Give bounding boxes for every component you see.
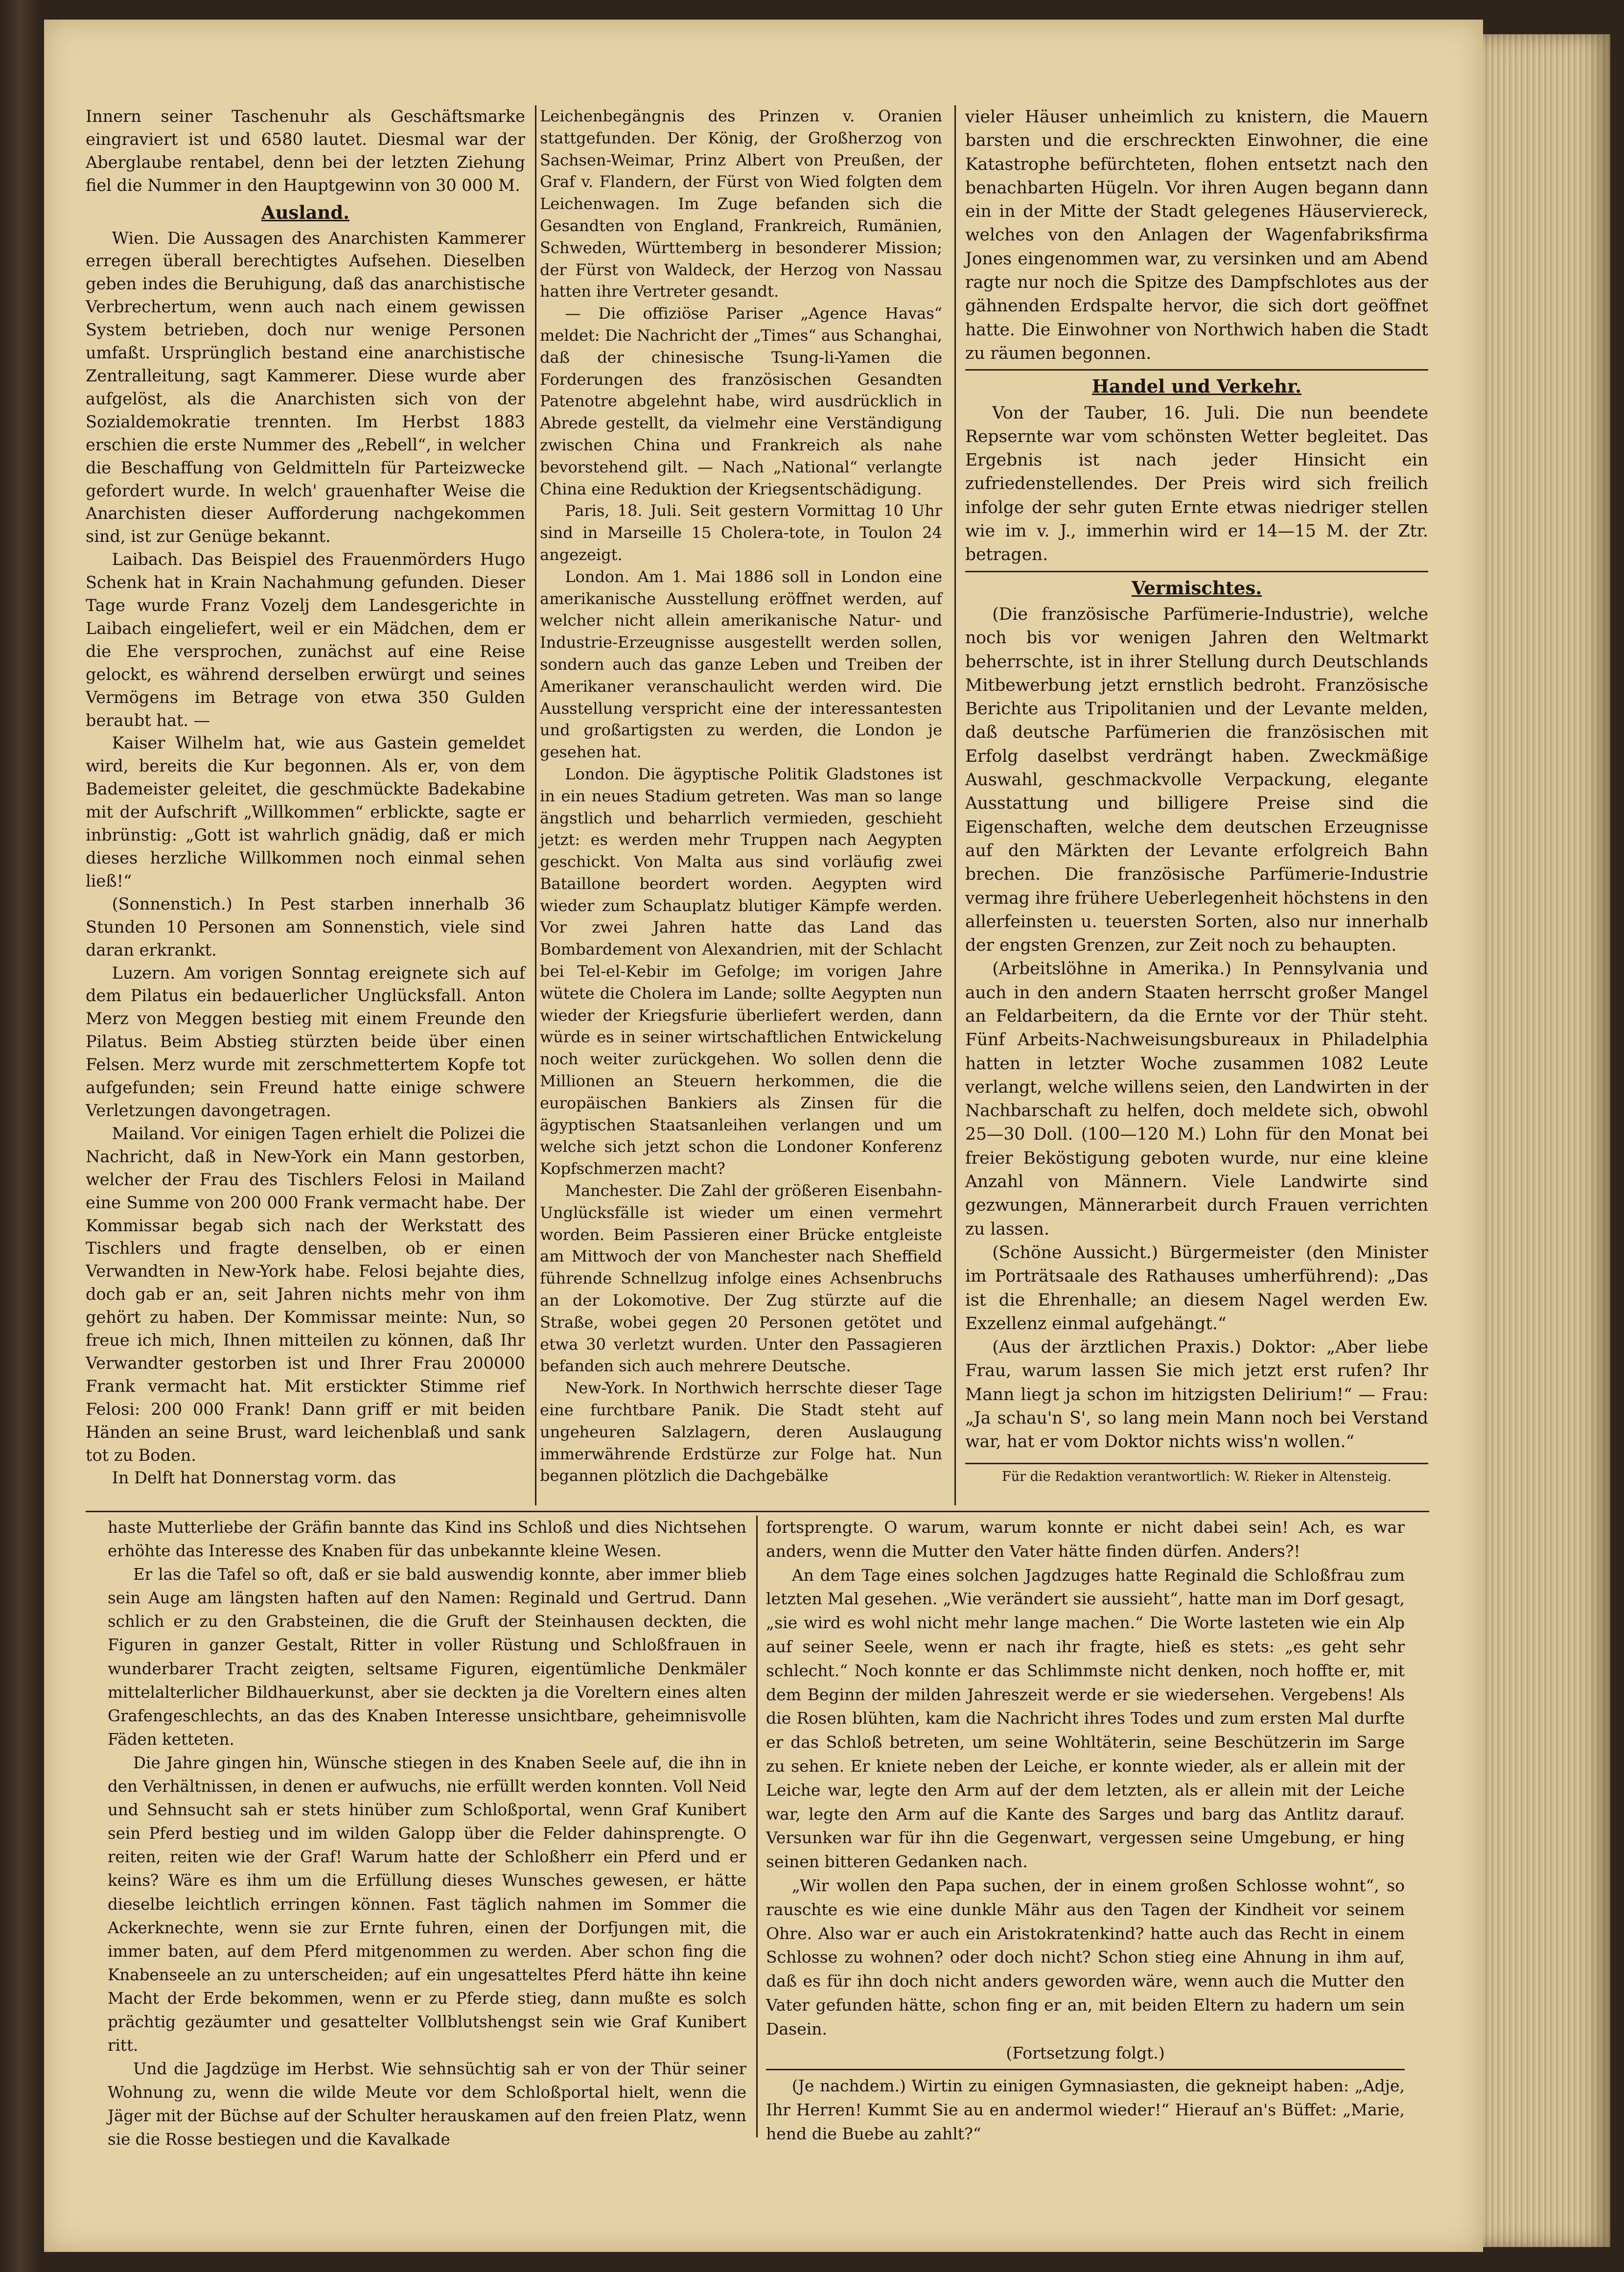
article-paragraph: New-York. In Northwich herrschte dieser Tage eine furchtbare Panik. Die Stadt steht auf ungeheuren Salzlagern, deren Auslaugung immerwährende Erdstürze zur Folge hat. Nun begannen plötzlich die Dachgebälke — [540, 1379, 942, 1485]
story-paragraph: Die Jahre gingen hin, Wünsche stiegen in des Knaben Seele auf, die ihn in den Verhältnissen, in denen er aufwuchs, nie erfüllt werden konnten. Voll Neid und Sehnsucht sah er stets hinüber zum Schloßportal, wenn Graf Kunibert sein Pferd bestieg und im wilden Galopp über die Felder dahinsprengte. O reiten, reiten wie der Graf! Warum hatte der Schloßherr ein Pferd und er keins? Wäre es ihm um die Erfüllung dieses Wunsches gewesen, er hätte dieselbe leichtlich erringen können. Fast täglich nahmen im Sommer die Ackerknechte, wenn sie zur Ernte fuhren, einen der Dorfjungen mit, die immer baten, auf dem Pferd mitgenommen zu werden. Aber schon fing die Knabenseele an zu unterscheiden; auf ein ungesatteltes Pferd hätte ihn keine Macht der Erde bekommen, wenn er zu Pferde stieg, dann mußte es solch prächtig gezäumter und gesattelter Vollblutshengst sein wie Graf Kunibert ritt. — [108, 1753, 746, 2055]
article-paragraph: Leichenbegängnis des Prinzen v. Oranien stattgefunden. Der König, der Großherzog von Sachsen-Weimar, Prinz Albert von Preußen, der Graf v. Flandern, der Fürst von Wied folgten dem Leichenwagen. Im Zuge befanden sich die Gesandten von England, Frankreich, Rumänien, Schweden, Württemberg in besonderer Mission; der Fürst von Waldeck, der Herzog von Nassau hatten ihre Vertreter gesandt. — [540, 107, 942, 301]
column-3 — [965, 105, 1428, 1486]
anecdote-rule — [766, 2069, 1405, 2070]
column-rule — [756, 1516, 758, 2137]
story-paragraph: An dem Tage eines solchen Jagdzuges hatte Reginald die Schloßfrau zum letzten Mal gesehen. „Wie verändert sie aussieht“, hatte man im Dorf gesagt, „sie wird es wohl nicht mehr lange machen.“ Die Worte lasteten wie ein Alp auf seiner Seele, wenn er nach ihr fragte, hieß es stets: „es geht sehr schlecht.“ Noch konnte er das Schlimmste nicht denken, noch hoffte er, mit dem Beginn der milden Jahreszeit werde er sie wiedersehen. Vergebens! Als die Rosen blühten, kam die Nachricht ihres Todes und zum ersten Mal durfte er das Schloß betreten, um seine Wohltäterin, seine Beschützerin im Sarge zu sehen. Er kniete neben der Leiche, er konnte wieder, als er allein mit der Leiche war, legte den Arm auf der dem letzten, als er allein mit der Leiche war, legte den Arm auf die Kante des Sarges und barg das Antlitz darauf. Versunken war für ihn die Gegenwart, vergessen seine Umgebung, er hing seinen bitteren Gedanken nach. — [766, 1565, 1405, 1872]
anecdote-paragraph: (Je nachdem.) Wirtin zu einigen Gymnasiasten, die gekneipt haben: „Adje, Ihr Herren! Kummt Sie au en andermol wieder!“ Hierauf an's Büffet: „Marie, hend die Buebe au zahlt?“ — [766, 2076, 1405, 2143]
article-paragraph: Luzern. Am vorigen Sonntag ereignete sich auf dem Pilatus ein bedauerlicher Unglücksfall. Anton Merz von Meggen bestieg mit einem Freunde den Pilatus. Beim Abstieg stürzten beide über einen Felsen. Merz wurde mit zerschmettertem Kopfe tot aufgefunden; sein Freund hatte einige schwere Verletzungen davongetragen. — [86, 963, 525, 1120]
article-paragraph: Von der Tauber, 16. Juli. Die nun beendete Repsernte war vom schönsten Wetter begleitet. Das Ergebnis ist nach jeder Hinsicht ein zufriedenstellendes. Der Preis wird sich freilich infolge der sehr guten Ernte etwas niedriger stellen wie im v. J., immerhin wird er 14—15 M. der Ztr. betragen. — [965, 403, 1428, 565]
feuilleton-column-1 — [108, 1516, 746, 2152]
article-paragraph: (Arbeitslöhne in Amerika.) In Pennsylvania und auch in den andern Staaten herrscht großer Mangel an Feldarbeitern, da die Ernte vor der Thür steht. Fünf Arbeits-Nachweisungsbureaux in Philadelphia hatten in letzter Woche zusammen 1082 Leute verlangt, welche willens seien, den Landwirten in der Nachbarschaft zu helfen, doch meldete sich, obwohl 25—30 Doll. (100—120 M.) Lohn für den Monat bei freier Beköstigung geboten wurde, nur eine kleine Anzahl von Männern. Viele Landwirte sind gezwungen, Männerarbeit durch Frauen verrichten zu lassen. — [965, 959, 1428, 1239]
article-paragraph: vieler Häuser unheimlich zu knistern, die Mauern barsten und die erschreckten Einwohner, die eine Katastrophe befürchteten, flohen entsetzt nach den benachbarten Hügeln. Vor ihren Augen begann dann ein in der Mitte der Stadt gelegenes Häuserviereck, welches von den Anlagen der Wagenfabriksfirma Jones eingenommen war, zu versinken und am Abend ragte nur noch die Spitze des Dampfschlotes aus der gähnenden Erdspalte hervor, die sich dort geöffnet hatte. Die Einwohner von Northwich haben die Stadt zu räumen begonnen. — [965, 107, 1428, 363]
article-paragraph: Paris, 18. Juli. Seit gestern Vormittag 10 Uhr sind in Marseille 15 Cholera-tote, in Toulon 24 angezeigt. — [540, 501, 942, 564]
section-heading-ausland: Ausland. — [261, 201, 350, 223]
column-2 — [540, 105, 942, 1487]
article-paragraph: Innern seiner Taschenuhr als Geschäftsmarke eingraviert ist und 6580 lautet. Diesmal war der Aberglaube rentabel, denn bei der letzten Ziehung fiel die Nummer in den Hauptgewinn von 30 000 M. — [86, 107, 525, 195]
article-paragraph: (Schöne Aussicht.) Bürgermeister (den Minister im Porträtsaale des Rathauses umherführend): „Das ist die Ehrenhalle; an diesem Nagel werden Ew. Exzellenz einmal aufgehängt.“ — [965, 1242, 1428, 1334]
story-paragraph: Und die Jagdzüge im Herbst. Wie sehnsüchtig sah er von der Thür seiner Wohnung zu, wenn die wilde Meute vor dem Schloßportal hielt, wenn die Jäger mit der Büchse auf der Schulter herauskamen auf den freien Platz, wenn sie die Rosse bestiegen und die Kavalkade — [108, 2060, 746, 2149]
column-1 — [86, 105, 525, 1490]
section-rule — [965, 369, 1428, 371]
story-paragraph: Er las die Tafel so oft, daß er sie bald auswendig konnte, aber immer blieb sein Auge am längsten haften auf den Namen: Reginald und Gertrud. Dann schlich er zu den Grabsteinen, die die Gruft der Steinhausen deckten, die Figuren in ganzer Gestalt, Ritter in voller Rüstung und Schloßfrauen in wunderbarer Tracht zeigten, seltsame Figuren, eigentümliche Denkmäler mittelalterlicher Bildhauerkunst, aber sie deckten ja die Voreltern eines alten Grafengeschlechts, an das des Knaben Interesse unsichtbare, geheimnisvolle Fäden ketteten. — [108, 1565, 746, 1749]
article-paragraph: (Die französische Parfümerie-Industrie), welche noch bis vor wenigen Jahren den Weltmarkt beherrschte, ist in ihrer Stellung durch Deutschlands Mitbewerbung jetzt ernstlich bedroht. Französische Berichte aus Tripolitanien und der Levante melden, daß deutsche Parfümerien die französischen mit Erfolg daselbst verdrängt haben. Zweckmäßige Auswahl, geschmackvolle Verpackung, elegante Ausstattung und billigere Preise sind die Eigenschaften, welche dem deutschen Erzeugnisse auf den Märkten der Levante erfolgreich Bahn brechen. Die französische Parfümerie-Industrie vermag ihre frühere Ueberlegenheit höchstens in den allerfeinsten u. teuersten Sorten, also nur innerhalb der engsten Grenzen, zur Zeit noch zu behaupten. — [965, 604, 1428, 956]
article-paragraph: — Die offiziöse Pariser „Agence Havas“ meldet: Die Nachricht der „Times“ aus Schanghai, daß der chinesische Tsung-li-Yamen die Forderungen des französischen Gesandten Patenotre abgelehnt habe, wird ausdrücklich in Abrede gestellt, da vielmehr eine Verständigung zwischen China und Frankreich als nahe bevorstehend gilt. — Nach „National“ verlangte China eine Reduktion der Kriegsentschädigung. — [540, 304, 942, 498]
story-paragraph: „Wir wollen den Papa suchen, der in einem großen Schlosse wohnt“, so rauschte es wie eine dunkle Mähr aus den Tagen der Kindheit vor seinem Ohre. Also war er auch ein Aristokratenkind? hatte auch das Recht in einem Schlosse zu wohnen? oder doch nicht? Schon stieg eine Ahnung in ihm auf, daß es für ihn doch nicht anders geworden wäre, wenn auch die Mutter den Vater gefunden hätte, schon fing er an, mit beiden Eltern zu hadern um sein Dasein. — [766, 1875, 1405, 2038]
article-paragraph: (Sonnenstich.) In Pest starben innerhalb 36 Stunden 10 Personen am Sonnenstich, viele sind daran erkrankt. — [86, 894, 525, 960]
story-paragraph: haste Mutterliebe der Gräfin bannte das Kind ins Schloß und dies Nichtsehen erhöhte das Interesse des Knaben für das unbekannte kleine Wesen. — [108, 1518, 746, 1561]
section-heading-handel: Handel und Verkehr. — [1091, 375, 1302, 398]
story-paragraph: fortsprengte. O warum, warum konnte er nicht dabei sein! Ach, es war anders, wenn die Mutter den Vater hätte finden dürfen. Anders?! — [766, 1518, 1405, 1561]
column-rule — [954, 105, 956, 1505]
article-paragraph: Kaiser Wilhelm hat, wie aus Gastein gemeldet wird, bereits die Kur begonnen. Als er, von dem Bademeister geleitet, die geschmückte Badekabine mit der Aufschrift „Willkommen“ erblickte, sagte er inbrünstig: „Gott ist wahrlich gnädig, daß er mich dieses herzliche Willkommen noch einmal sehen ließ!“ — [86, 733, 525, 890]
section-heading-vermischtes: Vermischtes. — [1131, 577, 1262, 599]
article-paragraph: Manchester. Die Zahl der größeren Eisenbahn-Unglücksfälle ist wieder um einen vermehrt worden. Beim Passieren einer Brücke entgleiste am Mittwoch der von Manchester nach Sheffield führende Schnellzug infolge eines Achsenbruchs an der Lokomotive. Der Zug stürzte auf die Straße, wobei gegen 20 Personen getötet und etwa 30 verletzt wurden. Unter den Passagieren befanden sich auch mehrere Deutsche. — [540, 1181, 942, 1376]
article-paragraph: Wien. Die Aussagen des Anarchisten Kammerer erregen überall berechtigtes Aufsehen. Dieselben geben indes die Beruhigung, daß das anarchistische Verbrechertum, wenn auch nach einem gewissen System betrieben, doch nur wenige Personen umfaßt. Ursprünglich bestand eine anarchistische Zentralleitung, sagt Kammerer. Diese wurde aber aufgelöst, als die Anarchisten sich von der Sozialdemokratie trennten. Im Herbst 1883 erschien die erste Nummer des „Rebell“, in welcher die Beschaffung von Geldmitteln für Parteizwecke gefordert wurde. In welch' grauenhafter Weise die Anarchisten dieser Aufforderung nachgekommen sind, ist zur Genüge bekannt. — [86, 228, 525, 546]
column-rule — [535, 105, 536, 1505]
article-paragraph: Mailand. Vor einigen Tagen erhielt die Polizei die Nachricht, daß in New-York ein Mann gestorben, welcher der Frau des Tischlers Felosi in Mailand eine Summe von 200 000 Frank vermacht habe. Der Kommissar begab sich nach der Werkstatt des Tischlers und fragte denselben, ob er einen Verwandten in New-York habe. Felosi bejahte dies, doch gab er an, seit Jahren nichts mehr von ihm gehört zu haben. Der Kommissar meinte: Nun, so freue ich mich, Ihnen mitteilen zu können, daß Ihr Verwandter gestorben ist und Ihrer Frau 200000 Frank vermacht hat. Mit erstickter Stimme rief Felosi: 200 000 Frank! Dann griff er mit beiden Händen an seine Brust, ward leichenblaß und sank tot zu Boden. — [86, 1124, 525, 1465]
section-rule — [965, 571, 1428, 572]
article-paragraph: London. Die ägyptische Politik Gladstones ist in ein neues Stadium getreten. Was man so lange ängstlich und beharrlich vermieden, geschieht jetzt: es werden mehr Truppen nach Aegypten geschickt. Von Malta aus sind vorläufig zwei Bataillone beordert worden. Aegypten wird wieder zum Schauplatz blutiger Kämpfe werden. Vor zwei Jahren hatte das Land das Bombardement von Alexandrien, mit der Schlacht bei Tel-el-Kebir im Gefolge; im vorigen Jahre wütete die Cholera im Lande; sollte Aegypten nun wieder der Kriegsfurie überliefert werden, dann würde es in seiner wirtschaftlichen Entwickelung noch weiter zurückgehen. Wo sollen denn die Millionen an Steuern herkommen, die die europäischen Bankiers als Zinsen für die ägyptischen Staatsanleihen verlangen und um welche sich jetzt schon die Londoner Konferenz Kopfschmerzen macht? — [540, 764, 942, 1178]
article-paragraph: In Delft hat Donnerstag vorm. das — [112, 1468, 396, 1488]
article-paragraph: London. Am 1. Mai 1886 soll in London eine amerikanische Ausstellung eröffnet werden, auf welcher nicht allein amerikanische Natur- und Industrie-Erzeugnisse ausgestellt werden sollen, sondern auch das ganze Leben und Treiben der Amerikaner veranschaulicht werden wird. Die Ausstellung verspricht eine der interessantesten und großartigsten zu werden, die London je gesehen hat. — [540, 567, 942, 762]
continuation-note: (Fortsetzung folgt.) — [1006, 2043, 1165, 2062]
article-paragraph: Laibach. Das Beispiel des Frauenmörders Hugo Schenk hat in Krain Nachahmung gefunden. Dieser Tage wurde Franz Vozelj dem Landesgerichte in Laibach eingeliefert, weil er ein Mädchen, dem er die Ehe versprochen, zunächst auf eine Reise gelockt, es während derselben erwürgt und seines Vermögens im Betrage von etwa 350 Gulden beraubt hat. — — [86, 550, 525, 730]
page-stack-edge — [1483, 34, 1610, 2247]
feuilleton-column-2 — [766, 1516, 1405, 2146]
article-paragraph: (Aus der ärztlichen Praxis.) Doktor: „Aber liebe Frau, warum lassen Sie mich jetzt erst rufen? Ihr Mann liegt ja schon im hitzigsten Delirium!“ — Frau: „Ja schau'n S', so lang mein Mann noch bei Verstand war, hat er vom Doktor nichts wiss'n wollen.“ — [965, 1337, 1428, 1452]
editor-credit: Für die Redaktion verantwortlich: W. Rieker in Altensteig. — [965, 1463, 1428, 1486]
feuilleton-rule — [86, 1511, 1429, 1512]
